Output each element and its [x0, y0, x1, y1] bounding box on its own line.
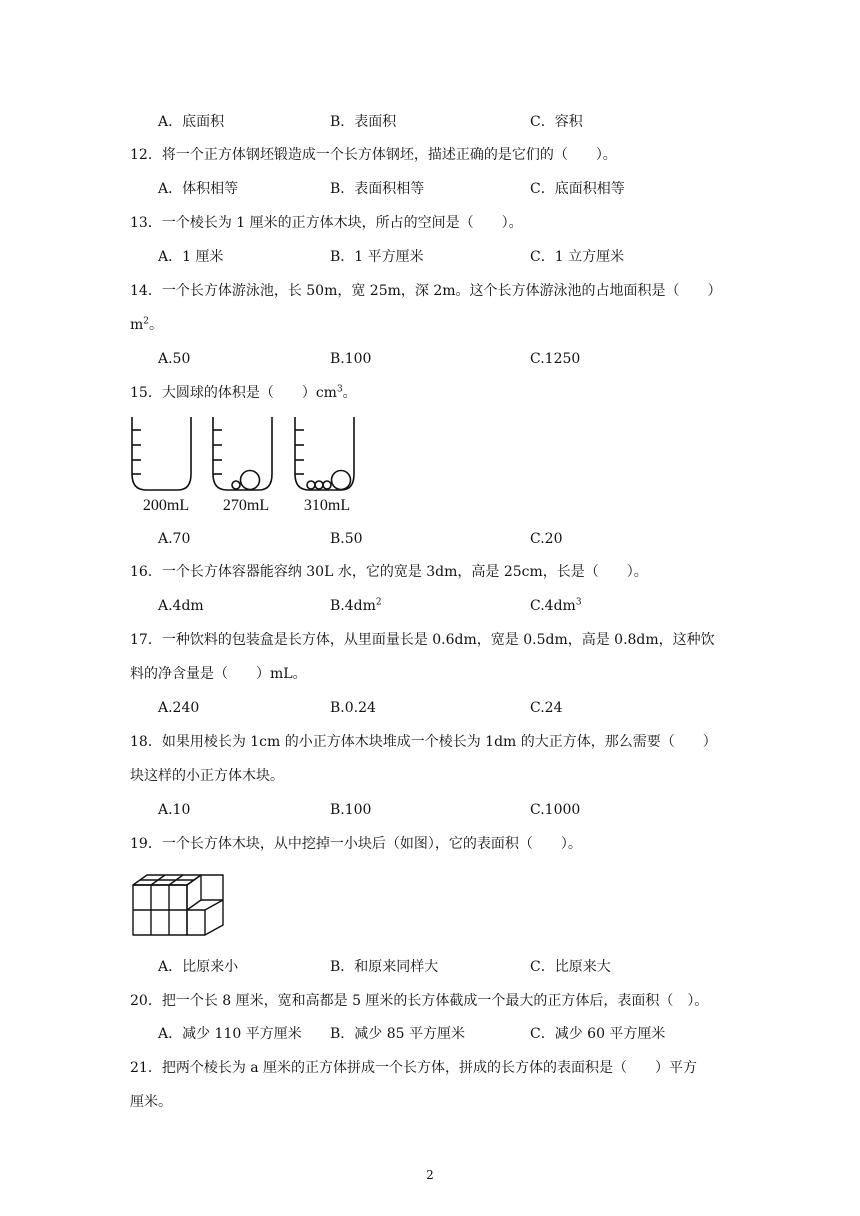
q14-option-a[interactable]: A.50 [158, 351, 191, 367]
q15-stem: 15．大圆球的体积是（ ）$cm^3$。 [130, 384, 357, 401]
q17-option-b[interactable]: B.0.24 [330, 700, 376, 716]
large-ball [332, 471, 351, 490]
small-ball [307, 481, 315, 489]
cuboid-figure [130, 870, 230, 940]
q20-option-c[interactable]: C．减少 60 平方厘米 [530, 1026, 666, 1042]
q12-option-b[interactable]: B．表面积相等 [330, 181, 425, 197]
small-ball [232, 481, 240, 489]
q18-stem: 18．如果用棱长为 1cm 的小正方体木块堆成一个棱长为 1dm 的大正方体，那么需要（ ） [130, 734, 717, 750]
q13-option-b[interactable]: B．1 平方厘米 [330, 249, 424, 265]
q11-option-a[interactable]: A．底面积 [158, 114, 225, 130]
q17-stem: 17．一种饮料的包装盒是长方体，从里面量长是 0.6dm，宽是 0.5dm，高是 0.8dm，这种饮 [130, 632, 715, 648]
q12-option-c[interactable]: C．底面积相等 [530, 181, 625, 197]
q18-option-a[interactable]: A.10 [158, 802, 191, 818]
q18-option-c[interactable]: C.1000 [530, 802, 581, 818]
q17-option-c[interactable]: C.24 [530, 700, 563, 716]
q11-option-b[interactable]: B．表面积 [330, 114, 397, 130]
q14-stem: 14．一个长方体游泳池，长 50m，宽 25m，深 2m。这个长方体游泳池的占地面积是（ ） [130, 283, 722, 299]
q21-stem-cont: 厘米。 [130, 1094, 172, 1110]
q20-stem: 20．把一个长 8 厘米，宽和高都是 5 厘米的长方体截成一个最大的正方体后，表面积（ ）。 [130, 993, 709, 1009]
q19-option-a[interactable]: A．比原来小 [158, 959, 239, 975]
q14-stem-cont: $m^2$。 [130, 316, 164, 333]
q12-option-a[interactable]: A．体积相等 [158, 181, 239, 197]
q19-option-c[interactable]: C．比原来大 [530, 959, 611, 975]
q14-option-b[interactable]: B.100 [330, 351, 372, 367]
q18-stem-cont: 块这样的小正方体木块。 [130, 768, 284, 784]
large-ball [241, 471, 260, 490]
q19-option-b[interactable]: B．和原来同样大 [330, 959, 439, 975]
q12-stem: 12．将一个正方体钢坯锻造成一个长方体钢坯，描述正确的是它们的（ ）。 [130, 147, 617, 163]
q17-stem-cont: 料的净含量是（ ）mL。 [130, 666, 307, 682]
beakers-figure [128, 414, 368, 516]
beaker-2 [213, 417, 272, 490]
q14-option-c[interactable]: C.1250 [530, 351, 581, 367]
small-ball [323, 481, 331, 489]
q16-option-c[interactable]: $C.4dm^3$ [530, 597, 582, 614]
q13-option-c[interactable]: C．1 立方厘米 [530, 249, 625, 265]
q20-option-a[interactable]: A．减少 110 平方厘米 [158, 1026, 302, 1042]
q13-option-a[interactable]: A．1 厘米 [158, 249, 224, 265]
q18-option-b[interactable]: B.100 [330, 802, 372, 818]
q20-option-b[interactable]: B．减少 85 平方厘米 [330, 1026, 466, 1042]
q21-stem: 21．把两个棱长为 a 厘米的正方体拼成一个长方体，拼成的长方体的表面积是（ ）平方 [130, 1060, 698, 1076]
beaker-2-label: 270mL [222, 497, 270, 514]
q15-option-b[interactable]: B.50 [330, 531, 363, 547]
q16-option-a[interactable]: A.4dm [158, 598, 204, 614]
q11-option-c[interactable]: C．容积 [530, 114, 583, 130]
beaker-1 [132, 417, 191, 490]
q13-stem: 13．一个棱长为 1 厘米的正方体木块，所占的空间是（ ）。 [130, 215, 523, 231]
q16-stem: 16．一个长方体容器能容纳 30L 水，它的宽是 3dm，高是 25cm，长是（ ）。 [130, 564, 648, 580]
q19-stem: 19．一个长方体木块，从中挖掉一小块后（如图），它的表面积（ ）。 [130, 836, 582, 852]
q17-option-a[interactable]: A.240 [158, 700, 200, 716]
beaker-3 [295, 417, 354, 490]
beaker-1-label: 200mL [142, 497, 190, 514]
beaker-3-label: 310mL [303, 497, 351, 514]
q15-option-c[interactable]: C.20 [530, 531, 563, 547]
q16-option-b[interactable]: $B.4dm^2$ [330, 597, 382, 614]
small-ball [315, 481, 323, 489]
q15-option-a[interactable]: A.70 [158, 531, 191, 547]
page-number: 2 [426, 1168, 434, 1182]
